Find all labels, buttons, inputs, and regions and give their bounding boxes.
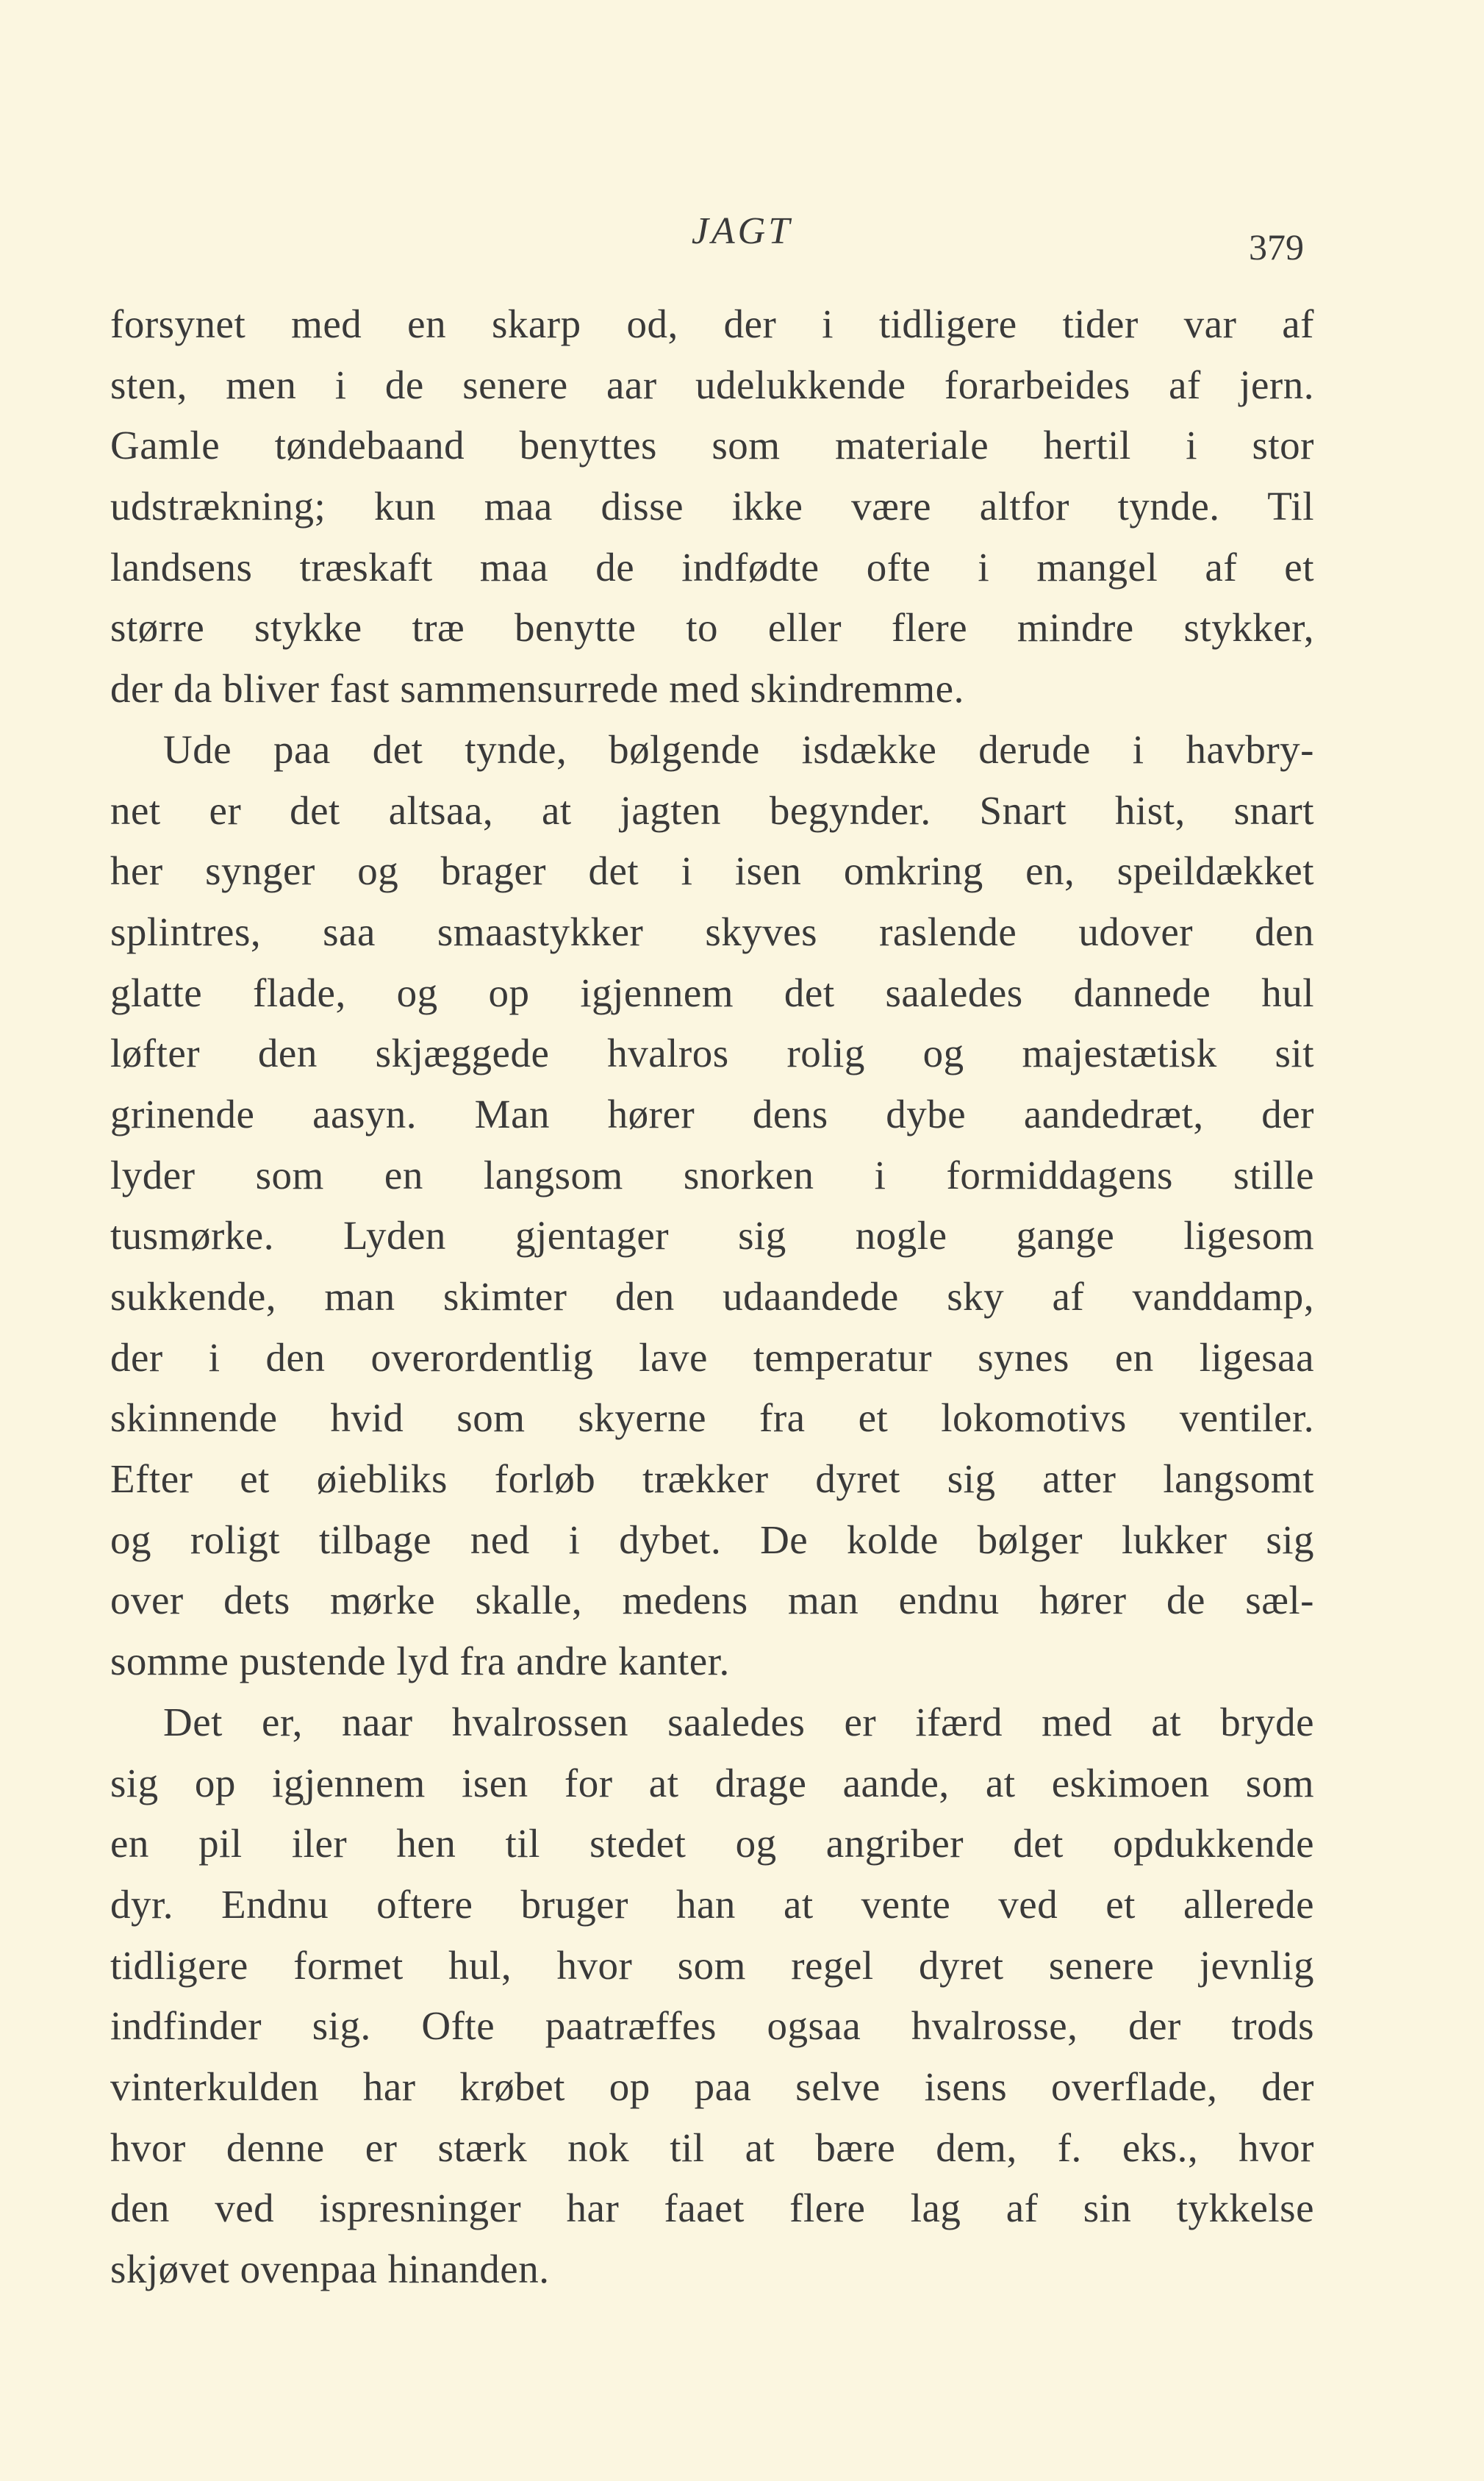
text-line: en pil iler hen til stedet og angriber det opdukkende bbox=[110, 1821, 1314, 1866]
text-line: Gamle tøndebaand benyttes som materiale hertil i stor bbox=[110, 423, 1314, 468]
text-line: somme pustende lyd fra andre kanter. bbox=[110, 1639, 730, 1684]
text-line: grinende aasyn. Man hører dens dybe aandedræt, der bbox=[110, 1091, 1314, 1136]
text-line: og roligt tilbage ned i dybet. De kolde bølger lukker sig bbox=[110, 1517, 1314, 1562]
text-line: glatte flade, og op igjennem det saaledes dannede hul bbox=[110, 970, 1314, 1015]
text-line: vinterkulden har krøbet op paa selve isens overflade, der bbox=[110, 2063, 1314, 2109]
text-line: hvor denne er stærk nok til at bære dem, f. eks., hvor bbox=[110, 2124, 1314, 2170]
page-number: 379 bbox=[1249, 226, 1304, 268]
text-line: net er det altsaa, at jagten begynder. Snart hist, snart bbox=[110, 787, 1314, 833]
text-line: udstrækning; kun maa disse ikke være altfor tynde. Til bbox=[110, 484, 1314, 529]
text-line: sukkende, man skimter den udaandede sky af vanddamp, bbox=[110, 1274, 1314, 1319]
running-head bbox=[0, 210, 1484, 268]
text-line: lyder som en langsom snorken i formiddagens stille bbox=[110, 1152, 1314, 1197]
text-line: skinnende hvid som skyerne fra et lokomotivs ventiler. bbox=[110, 1395, 1314, 1441]
body-text bbox=[110, 294, 1314, 2300]
text-line: Det er, naar hvalrossen saaledes er ifærd med at bryde bbox=[163, 1699, 1314, 1744]
text-line: den ved ispresninger har faaet flere lag af sin tykkelse bbox=[110, 2185, 1314, 2231]
running-title: JAGT bbox=[691, 210, 793, 252]
text-line: sig op igjennem isen for at drage aande, at eskimoen som bbox=[110, 1760, 1314, 1805]
text-line: tusmørke. Lyden gjentager sig nogle gange ligesom bbox=[110, 1213, 1314, 1259]
text-line: Efter et øiebliks forløb trækker dyret sig atter langsomt bbox=[110, 1456, 1314, 1502]
text-line: landsens træskaft maa de indfødte ofte i mangel af et bbox=[110, 544, 1314, 590]
text-line: her synger og brager det i isen omkring en, speildækket bbox=[110, 848, 1314, 894]
text-line: tidligere formet hul, hvor som regel dyret senere jevnlig bbox=[110, 1942, 1314, 1988]
text-line: der i den overordentlig lave temperatur synes en ligesaa bbox=[110, 1334, 1314, 1380]
text-line: skjøvet ovenpaa hinanden. bbox=[110, 2246, 550, 2291]
text-line: Ude paa det tynde, bølgende isdække derude i havbry- bbox=[163, 726, 1314, 772]
text-line: der da bliver fast sammensurrede med skindremme. bbox=[110, 666, 964, 712]
text-line: indfinder sig. Ofte paatræffes ogsaa hvalrosse, der trods bbox=[110, 2003, 1314, 2049]
text-line: løfter den skjæggede hvalros rolig og majestætisk sit bbox=[110, 1031, 1314, 1076]
text-line: splintres, saa smaastykker skyves raslende udover den bbox=[110, 909, 1314, 954]
text-line: sten, men i de senere aar udelukkende forarbeides af jern. bbox=[110, 362, 1314, 407]
text-line: større stykke træ benytte to eller flere mindre stykker, bbox=[110, 605, 1314, 651]
text-line: forsynet med en skarp od, der i tidligere tider var af bbox=[110, 301, 1314, 346]
text-line: over dets mørke skalle, medens man endnu hører de sæl- bbox=[110, 1578, 1314, 1623]
text-line: dyr. Endnu oftere bruger han at vente ved et allerede bbox=[110, 1881, 1314, 1927]
